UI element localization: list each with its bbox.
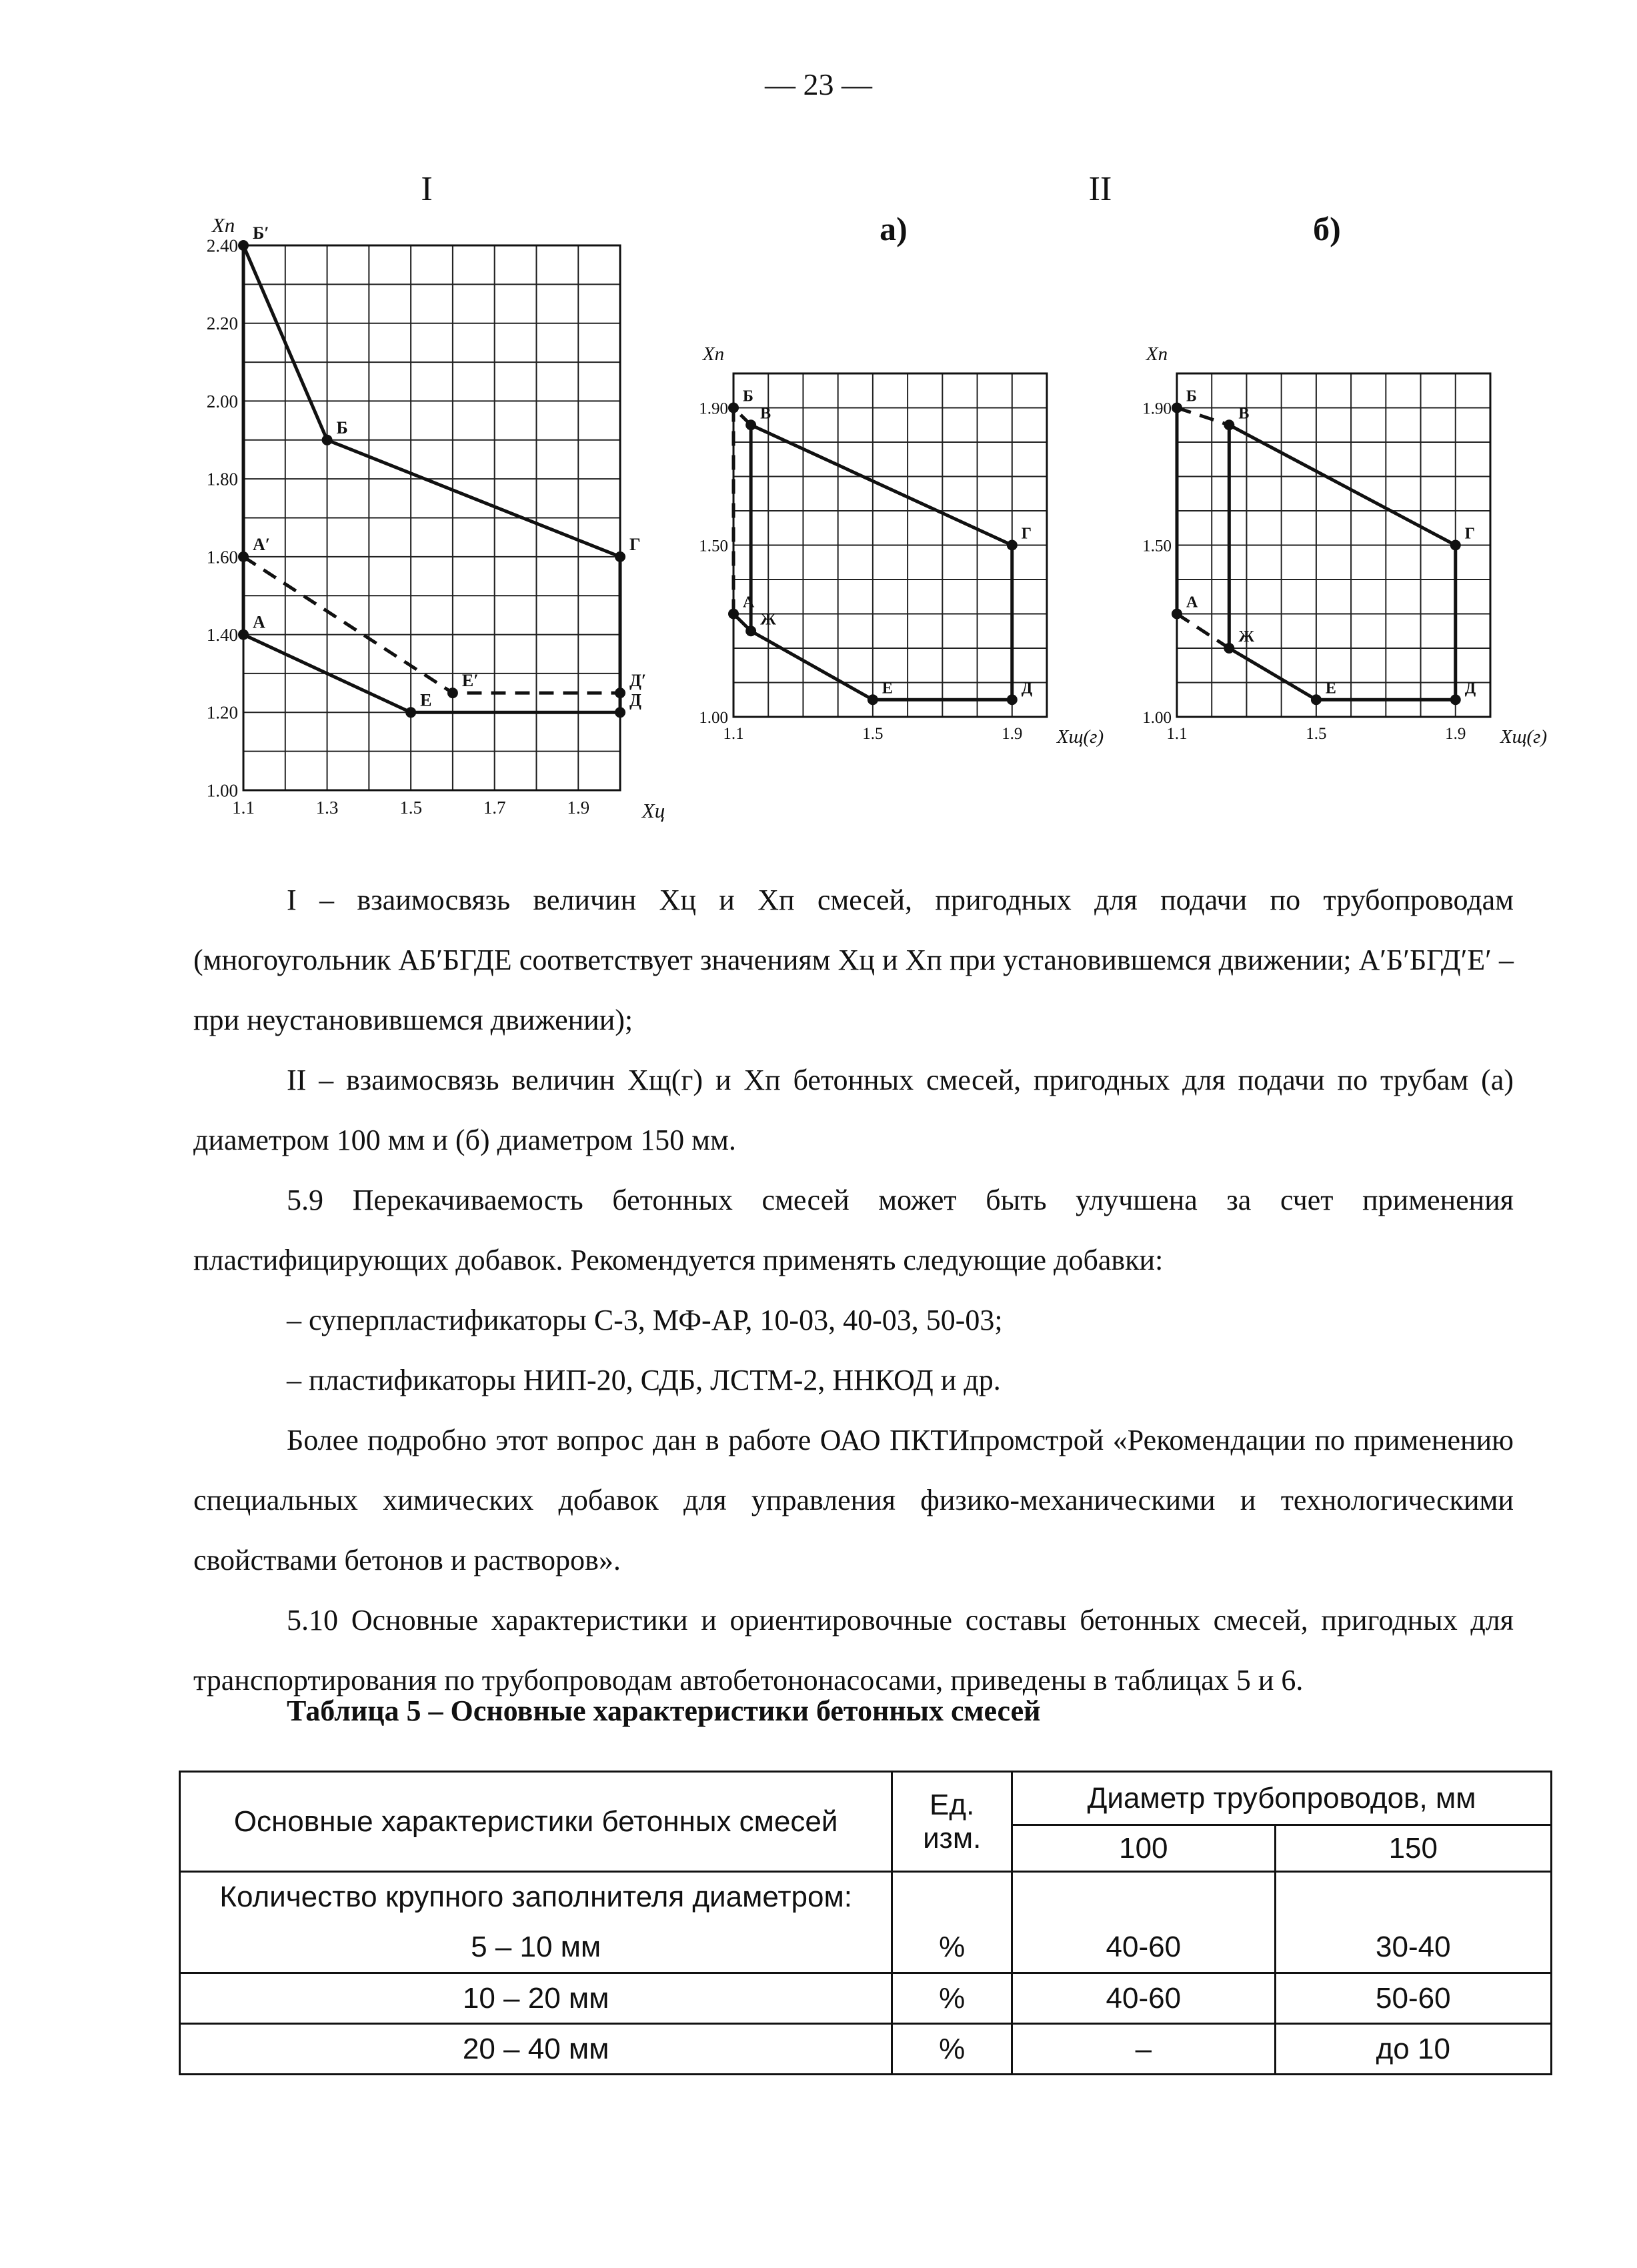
data-point [1450, 694, 1461, 705]
y-tick-label: 2.40 [206, 235, 238, 256]
chart-panel-IIb [1142, 343, 1547, 748]
list-item-superplasticizers: – суперпластификаторы С-3, МФ-АР, 10-03, 40-03, 50-03; [287, 1304, 1003, 1336]
row-name: 20 – 40 мм [180, 2024, 892, 2075]
x-axis-label: Xщ(г) [1500, 726, 1548, 748]
x-tick-label: 1.7 [483, 798, 506, 818]
figure-charts [0, 0, 1637, 867]
point-label: Г [1021, 525, 1032, 543]
x-tick-label: 1.9 [1445, 725, 1466, 743]
header-150: 150 [1275, 1825, 1551, 1872]
y-tick-label: 1.80 [206, 469, 238, 489]
y-axis-label: Xп [1146, 343, 1168, 365]
table-row [180, 1923, 1552, 1973]
data-point [1450, 540, 1461, 551]
data-point [745, 626, 756, 636]
data-point [238, 240, 249, 251]
point-label: Б [336, 417, 348, 437]
point-label: Б′ [253, 223, 269, 243]
point-label: Г [1464, 525, 1476, 543]
data-point [405, 707, 416, 718]
group-II-label: II [1088, 170, 1112, 208]
x-tick-label: 1.5 [1306, 725, 1327, 743]
table-5 [179, 1771, 1552, 2075]
x-tick-label: 1.1 [232, 798, 255, 818]
data-point [615, 688, 625, 698]
data-point [447, 688, 458, 698]
point-label: Г [629, 534, 641, 554]
data-point [1172, 403, 1182, 413]
point-label: Д′ [629, 671, 647, 691]
paragraph-legend-I: I – взаимосвязь величин Xц и Xп смесей, пригодных для подачи по трубопроводам (многоугольник АБ′БГДЕ соответствует значениям Xц и Xп при установившемся движении; А′Б′БГД′Е′ – при неустановившемся движении); [193, 884, 1514, 1036]
row-value-150: 50-60 [1275, 1973, 1551, 2024]
group-unit-empty [892, 1872, 1012, 1923]
y-tick-label: 1.50 [699, 537, 728, 555]
point-label: Е [420, 690, 432, 710]
row-value-150: до 10 [1275, 2024, 1551, 2075]
header-characteristics: Основные характеристики бетонных смесей [180, 1772, 892, 1872]
header-100: 100 [1012, 1825, 1275, 1872]
x-tick-label: 1.5 [399, 798, 422, 818]
row-value-100: 40-60 [1012, 1973, 1275, 2024]
y-tick-label: 1.60 [206, 547, 238, 568]
y-tick-label: 1.00 [206, 780, 238, 801]
header-diameter: Диаметр трубопроводов, мм [1012, 1772, 1552, 1825]
row-name: 5 – 10 мм [180, 1923, 892, 1973]
row-unit: % [892, 2024, 1012, 2075]
y-axis-label: Xп [211, 213, 235, 237]
data-point [238, 551, 249, 562]
x-axis-label: Xщ(г) [1056, 726, 1104, 748]
y-tick-label: 1.20 [206, 702, 238, 723]
series-line-dashed [1177, 614, 1229, 649]
chart-panel-IIa [699, 343, 1104, 748]
group-I-label: I [421, 170, 433, 208]
data-point [728, 403, 739, 413]
data-point [1172, 609, 1182, 620]
row-unit: % [892, 1923, 1012, 1973]
data-point [868, 694, 878, 705]
point-label: В [1238, 405, 1250, 423]
data-point [615, 707, 625, 718]
point-label: Ж [760, 611, 776, 629]
x-tick-label: 1.1 [723, 725, 744, 743]
table-caption: Таблица 5 – Основные характеристики бетонных смесей [287, 1694, 1041, 1727]
data-point [1224, 643, 1234, 654]
x-tick-label: 1.1 [1166, 725, 1188, 743]
series-line-dashed [1177, 408, 1229, 425]
paragraph-legend-II: II – взаимосвязь величин Xщ(г) и Xп бетонных смесей, пригодных для подачи по трубам (а) диаметром 100 мм и (б) диаметром 150 мм. [193, 1064, 1514, 1156]
row-unit: % [892, 1973, 1012, 2024]
y-tick-label: 1.90 [1142, 399, 1172, 418]
series-line-dashed [243, 557, 620, 693]
x-axis-label: Xц [641, 799, 665, 822]
point-label: Е [1325, 680, 1336, 698]
subfigure-a-label: а) [880, 210, 908, 247]
y-axis-label: Xп [702, 343, 725, 365]
x-tick-label: 1.3 [315, 798, 339, 818]
table-row [180, 2024, 1552, 2075]
data-point [615, 551, 625, 562]
paragraph-5-10: 5.10 Основные характеристики и ориентировочные составы бетонных смесей, пригодных для транспортирования по трубопроводам автобетононасосами, приведены в таблицах 5 и 6. [193, 1604, 1514, 1696]
point-label: Е′ [461, 671, 479, 691]
row-value-100: 40-60 [1012, 1923, 1275, 1973]
point-label: А [1186, 594, 1198, 612]
data-point [745, 419, 756, 430]
y-tick-label: 1.00 [1142, 708, 1172, 727]
series-line-solid [1229, 425, 1455, 700]
x-tick-label: 1.9 [1002, 725, 1023, 743]
data-point [728, 609, 739, 620]
y-tick-label: 1.00 [699, 708, 728, 727]
data-point [1007, 540, 1018, 551]
row-value-100: – [1012, 2024, 1275, 2075]
group-100-empty [1012, 1872, 1275, 1923]
data-point [322, 435, 333, 445]
row-name: 10 – 20 мм [180, 1973, 892, 2024]
point-label: Б [743, 387, 753, 405]
data-point [238, 630, 249, 640]
header-unit: Ед. изм. [892, 1772, 1012, 1872]
y-tick-label: 1.40 [206, 625, 238, 646]
point-label: Б [1186, 387, 1197, 405]
point-label: А [743, 594, 755, 612]
y-tick-label: 1.50 [1142, 537, 1172, 555]
point-label: Е [882, 680, 893, 698]
row-value-150: 30-40 [1275, 1923, 1551, 1973]
list-item-plasticizers: – пластификаторы НИП-20, СДБ, ЛСТМ-2, ННКОД и др. [287, 1364, 1001, 1396]
subfigure-b-label: б) [1313, 210, 1341, 247]
point-label: В [760, 405, 771, 423]
point-label: Д [1021, 680, 1033, 698]
point-label: А [253, 612, 265, 632]
group-label: Количество крупного заполнителя диаметром: [180, 1872, 892, 1923]
y-tick-label: 1.90 [699, 399, 728, 418]
data-point [1311, 694, 1322, 705]
x-tick-label: 1.5 [862, 725, 884, 743]
paragraph-reference: Более подробно этот вопрос дан в работе ОАО ПКТИпромстрой «Рекомендации по применению специальных химических добавок для управления физико-механическими и технологическими свойствами бетонов и растворов». [193, 1424, 1514, 1576]
chart-panel-I [207, 213, 665, 822]
point-label: Ж [1238, 628, 1255, 646]
point-label: А′ [253, 534, 271, 554]
data-point [1224, 419, 1234, 430]
data-point [1007, 694, 1018, 705]
paragraph-5-9: 5.9 Перекачиваемость бетонных смесей может быть улучшена за счет применения пластифицирующих добавок. Рекомендуется применять следующие добавки: [193, 1184, 1514, 1276]
point-label: Д [1464, 680, 1476, 698]
point-label: Д [629, 690, 641, 710]
x-tick-label: 1.9 [567, 798, 590, 818]
group-150-empty [1275, 1872, 1551, 1923]
y-tick-label: 2.00 [206, 391, 238, 411]
table-row [180, 1973, 1552, 2024]
page-number: — 23 — [765, 67, 872, 101]
y-tick-label: 2.20 [206, 313, 238, 334]
